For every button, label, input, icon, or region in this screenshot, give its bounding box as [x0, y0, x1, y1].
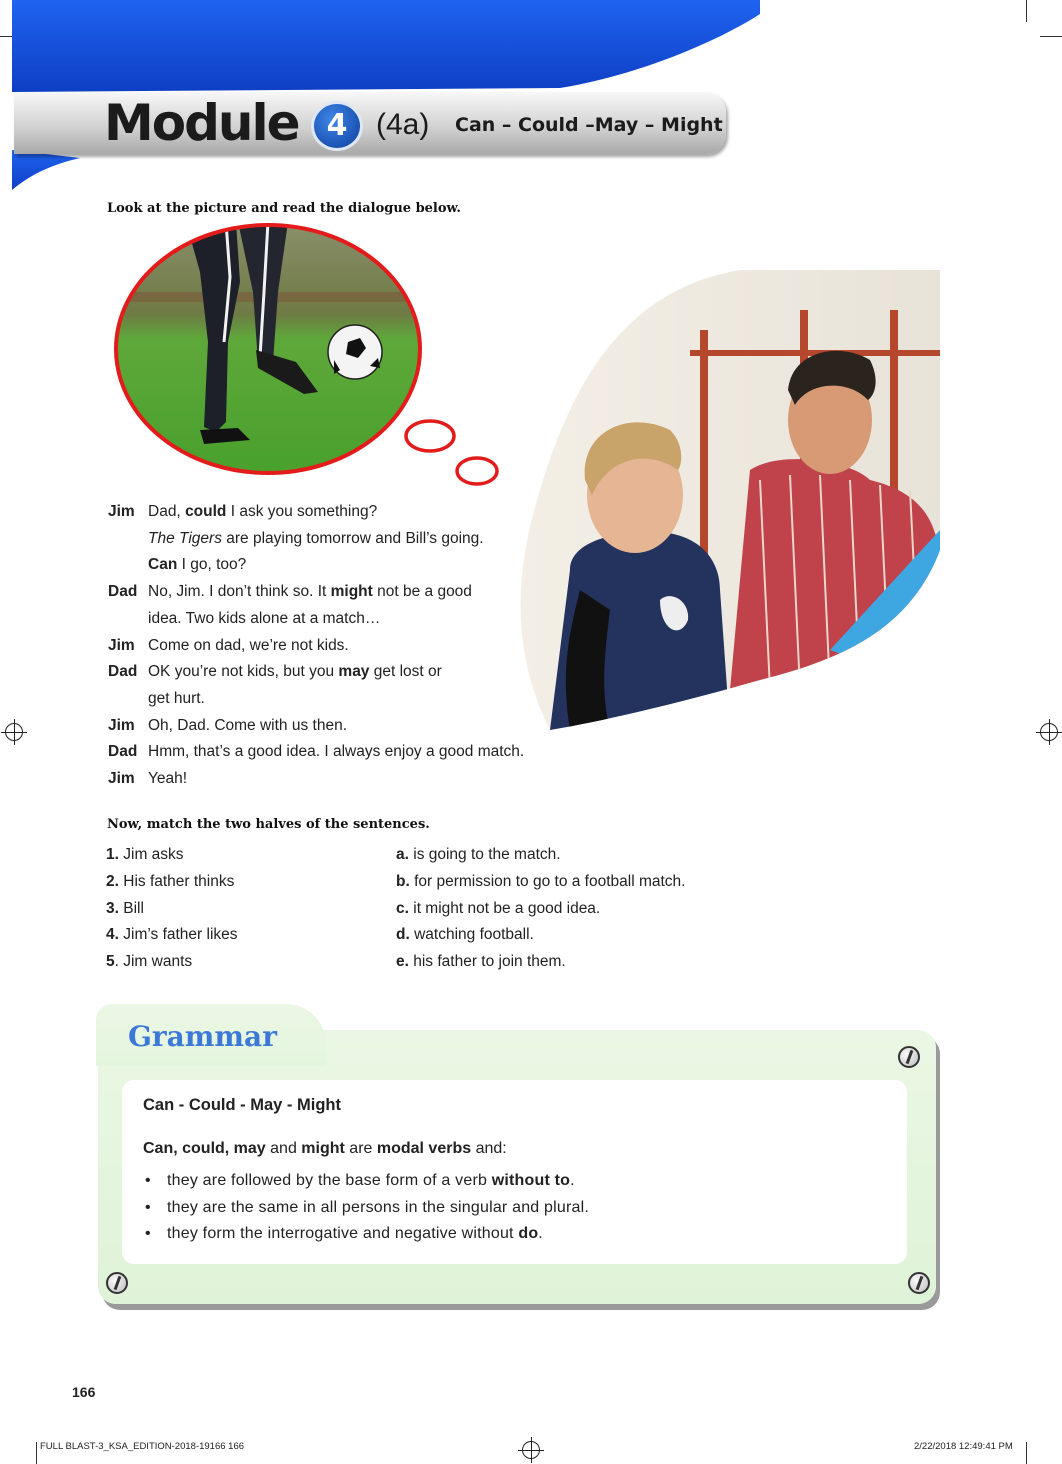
footer-file-info: FULL BLAST-3_KSA_EDITION-2018-19166 166 — [40, 1441, 245, 1452]
text-run: get lost or — [369, 663, 442, 681]
match-item — [106, 953, 192, 971]
crop-mark — [36, 1442, 37, 1464]
grammar-title: Grammar — [128, 1020, 277, 1053]
dialogue-text — [148, 555, 246, 575]
grammar-intro — [143, 1140, 507, 1158]
pushpin-icon — [898, 1046, 920, 1068]
match-item — [106, 900, 144, 918]
match-item-label: 5 — [106, 953, 115, 971]
match-item — [396, 900, 600, 918]
match-item-label: a. — [396, 846, 409, 863]
bullet-icon: • — [145, 1172, 151, 1189]
pushpin-icon — [106, 1272, 128, 1294]
dialogue-speaker: Jim — [108, 503, 135, 520]
match-item-text: . Jim wants — [114, 953, 193, 971]
text-run: . — [570, 1172, 575, 1189]
bullet-icon: • — [145, 1225, 151, 1242]
text-run: might — [330, 583, 373, 601]
bullet-icon: • — [145, 1198, 151, 1216]
text-run: and: — [471, 1140, 507, 1157]
dialogue-text — [148, 502, 377, 522]
text-run: not be a good — [372, 583, 472, 601]
pushpin-icon — [908, 1272, 930, 1294]
match-item-text: Bill — [118, 899, 144, 917]
dialogue-text — [148, 529, 484, 549]
text-run: are playing tomorrow and Bill’s going. — [221, 529, 484, 547]
match-item — [396, 953, 566, 971]
text-run: The Tigers — [148, 529, 222, 547]
match-item-label: c. — [396, 899, 409, 917]
text-run: Oh, Dad. Come with us then. — [148, 716, 348, 734]
match-item — [396, 873, 685, 891]
grammar-bullet — [145, 1199, 589, 1217]
page-number: 166 — [72, 1384, 96, 1400]
unit-topic: Can – Could –May – Might — [455, 114, 723, 136]
footer-timestamp: 2/22/2018 12:49:41 PM — [914, 1441, 1013, 1452]
text-run: they are the same in all persons in the singular and plural. — [167, 1198, 590, 1216]
match-item-label: d. — [396, 926, 410, 944]
match-instruction: Now, match the two halves of the sentences. — [107, 817, 430, 832]
grammar-heading: Can - Could - May - Might — [143, 1096, 341, 1114]
football-thought-bubble — [108, 222, 508, 492]
match-item-text: watching football. — [409, 926, 534, 944]
text-run: Can, could, may — [143, 1140, 266, 1157]
dialogue-speaker: Jim — [108, 636, 135, 654]
match-item-label: 1. — [106, 846, 119, 863]
text-run: Come on dad, we’re not kids. — [148, 636, 349, 654]
text-run: get hurt. — [148, 689, 205, 707]
match-item-label: e. — [396, 953, 409, 971]
registration-mark-icon — [5, 723, 23, 741]
dialogue-speaker: Dad — [108, 743, 138, 761]
crop-mark — [1026, 1442, 1027, 1464]
text-run: Dad, — [148, 503, 186, 520]
match-item — [396, 846, 561, 864]
match-item-label: 4. — [106, 926, 119, 944]
text-run: I ask you something? — [226, 503, 378, 520]
match-item — [106, 873, 234, 891]
unit-label: (4a) — [376, 108, 430, 141]
text-run: and — [265, 1140, 302, 1157]
text-run: No, Jim. I don’t think so. It — [148, 583, 331, 601]
match-item-label: 2. — [106, 872, 119, 890]
father-son-photo — [510, 270, 940, 730]
dialogue-speaker: Jim — [108, 716, 135, 734]
dialogue-text — [148, 742, 524, 762]
text-run: modal verbs — [376, 1140, 472, 1157]
grammar-bullet — [145, 1172, 575, 1190]
grammar-bullet — [145, 1225, 543, 1243]
text-run: Hmm, that’s a good idea. I always enjoy a good match. — [148, 743, 525, 761]
match-item-text: his father to join them. — [408, 953, 566, 971]
text-run: are — [344, 1140, 377, 1157]
module-number-badge: 4 — [311, 101, 363, 151]
match-item-text: Jim’s father likes — [118, 926, 238, 944]
text-run: might — [301, 1140, 345, 1157]
match-item — [106, 926, 238, 944]
match-item — [396, 926, 534, 944]
picture-instruction: Look at the picture and read the dialogue below. — [107, 201, 461, 216]
match-item-text: is going to the match. — [408, 846, 561, 863]
match-item-label: b. — [396, 872, 410, 890]
match-item-text: for permission to go to a football match. — [409, 872, 686, 890]
dialogue-text — [148, 662, 442, 682]
text-run: without to — [491, 1172, 571, 1189]
text-run: I go, too? — [177, 556, 247, 574]
dialogue-text — [148, 609, 380, 629]
text-run: do — [518, 1225, 539, 1242]
text-run: Yeah! — [148, 770, 188, 787]
text-run: they are followed by the base form of a verb — [167, 1172, 492, 1189]
dialogue-text — [148, 636, 349, 656]
dialogue-speaker: Dad — [108, 663, 138, 681]
dialogue-speaker: Jim — [108, 770, 135, 787]
dialogue-speaker: Dad — [108, 583, 138, 601]
match-item-label: 3. — [106, 899, 119, 917]
dialogue-text — [148, 769, 187, 789]
text-run: may — [338, 663, 370, 681]
text-run: idea. Two kids alone at a match… — [148, 609, 381, 627]
dialogue-text — [148, 689, 205, 709]
registration-mark-icon — [1040, 723, 1058, 741]
match-item-text: His father thinks — [118, 872, 235, 890]
match-item — [106, 846, 184, 864]
text-run: OK you’re not kids, but you — [148, 663, 339, 681]
module-word: Module — [104, 94, 299, 152]
match-item-text: it might not be a good idea. — [408, 899, 601, 917]
text-run: Can — [148, 556, 178, 574]
dialogue-text — [148, 716, 347, 736]
registration-mark-icon — [522, 1441, 540, 1459]
text-run: they form the interrogative and negative without — [167, 1225, 519, 1242]
text-run: could — [185, 503, 227, 520]
match-item-text: Jim asks — [118, 846, 184, 863]
text-run: . — [538, 1225, 543, 1242]
dialogue-text — [148, 582, 472, 602]
